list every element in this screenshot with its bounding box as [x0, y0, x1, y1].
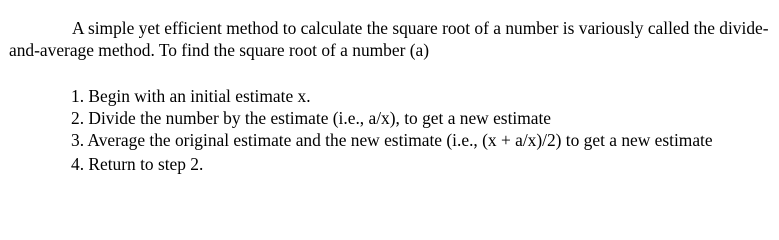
- intro-paragraph: A simple yet efficient method to calculate the square root of a number is variously called the divide- and-average method. To find the square root of a number (a): [9, 18, 769, 60]
- step-2: 2. Divide the number by the estimate (i.e., a/x), to get a new estimate: [71, 108, 552, 128]
- step-1: 1. Begin with an initial estimate x.: [71, 86, 311, 106]
- step-4: 4. Return to step 2.: [71, 154, 204, 174]
- steps-list: [71, 85, 751, 175]
- step-3: 3. Average the original estimate and the new estimate (i.e., (x + a/x)/2) to get a new estimate: [71, 130, 713, 150]
